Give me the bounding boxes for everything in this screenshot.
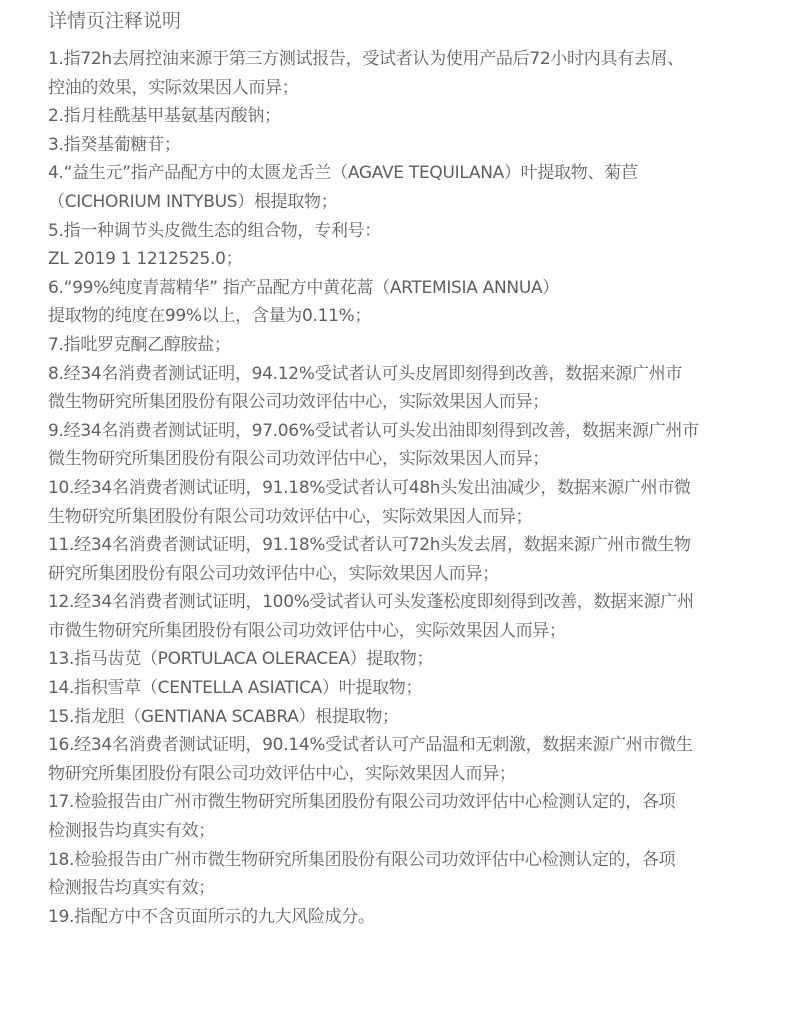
- note-line: 微生物研究所集团股份有限公司功效评估中心，实际效果因人而异；: [48, 392, 549, 413]
- note-line: 微生物研究所集团股份有限公司功效评估中心，实际效果因人而异；: [48, 449, 549, 470]
- note-line: 11.经34名消费者测试证明，91.18%受试者认可72h头发去屑，数据来源广州市微生物: [48, 535, 691, 556]
- note-line: 15.指龙胆（GENTIANA SCABRA）根提取物；: [48, 706, 399, 727]
- note-line: 物研究所集团股份有限公司功效评估中心，实际效果因人而异；: [48, 763, 516, 784]
- note-line: 17.检验报告由广州市微生物研究所集团股份有限公司功效评估中心检测认定的，各项: [48, 792, 676, 813]
- note-line: 5.指一种调节头皮微生态的组合物，专利号：: [48, 220, 381, 241]
- note-line: 19.指配方中不含页面所示的九大风险成分。: [48, 906, 375, 927]
- note-line: 研究所集团股份有限公司功效评估中心，实际效果因人而异；: [48, 563, 499, 584]
- note-line: 检测报告均真实有效；: [48, 878, 215, 899]
- notes-list: [48, 45, 750, 931]
- note-line: 1.指72h去屑控油来源于第三方测试报告，受试者认为使用产品后72小时内具有去屑、: [48, 49, 684, 69]
- note-line: 16.经34名消费者测试证明，90.14%受试者认可产品温和无刺激，数据来源广州市微生: [48, 735, 693, 756]
- note-line: 18.检验报告由广州市微生物研究所集团股份有限公司功效评估中心检测认定的，各项: [48, 849, 676, 870]
- note-line: 生物研究所集团股份有限公司功效评估中心，实际效果因人而异；: [48, 506, 533, 527]
- note-line: 4.“益生元”指产品配方中的太匮龙舌兰（AGAVE TEQUILANA）叶提取物、菊苣: [48, 163, 638, 184]
- note-line: 3.指癸基葡糖苷；: [48, 134, 181, 155]
- note-line: （CICHORIUM INTYBUS）根提取物；: [48, 191, 338, 212]
- note-line: 检测报告均真实有效；: [48, 821, 215, 842]
- note-line: 控油的效果，实际效果因人而异；: [48, 77, 299, 98]
- note-line: 提取物的纯度在99%以上，含量为0.11%；: [48, 306, 372, 327]
- note-line: 10.经34名消费者测试证明，91.18%受试者认可48h头发出油减少，数据来源广州市微: [48, 477, 691, 498]
- note-line: 6.“99%纯度青蒿精华” 指产品配方中黄花蒿（ARTEMISIA ANNUA）: [48, 277, 560, 298]
- note-line: 市微生物研究所集团股份有限公司功效评估中心，实际效果因人而异；: [48, 620, 566, 641]
- note-line: 9.经34名消费者测试证明，97.06%受试者认可头发出油即刻得到改善，数据来源广州市: [48, 420, 699, 441]
- note-line: 12.经34名消费者测试证明，100%受试者认可头发蓬松度即刻得到改善，数据来源广州: [48, 592, 694, 613]
- note-line: 8.经34名消费者测试证明，94.12%受试者认可头皮屑即刻得到改善，数据来源广州市: [48, 363, 683, 384]
- note-line: 13.指马齿苋（PORTULACA OLERACEA）提取物；: [48, 649, 434, 670]
- note-line: 2.指月桂酰基甲基氨基丙酸钠；: [48, 106, 281, 127]
- note-line: ZL 2019 1 1212525.0；: [48, 249, 243, 270]
- note-line: 14.指积雪草（CENTELLA ASIATICA）叶提取物；: [48, 678, 423, 699]
- note-line: 7.指吡罗克酮乙醇胺盐；: [48, 334, 231, 355]
- page-title: 详情页注释说明: [48, 10, 182, 32]
